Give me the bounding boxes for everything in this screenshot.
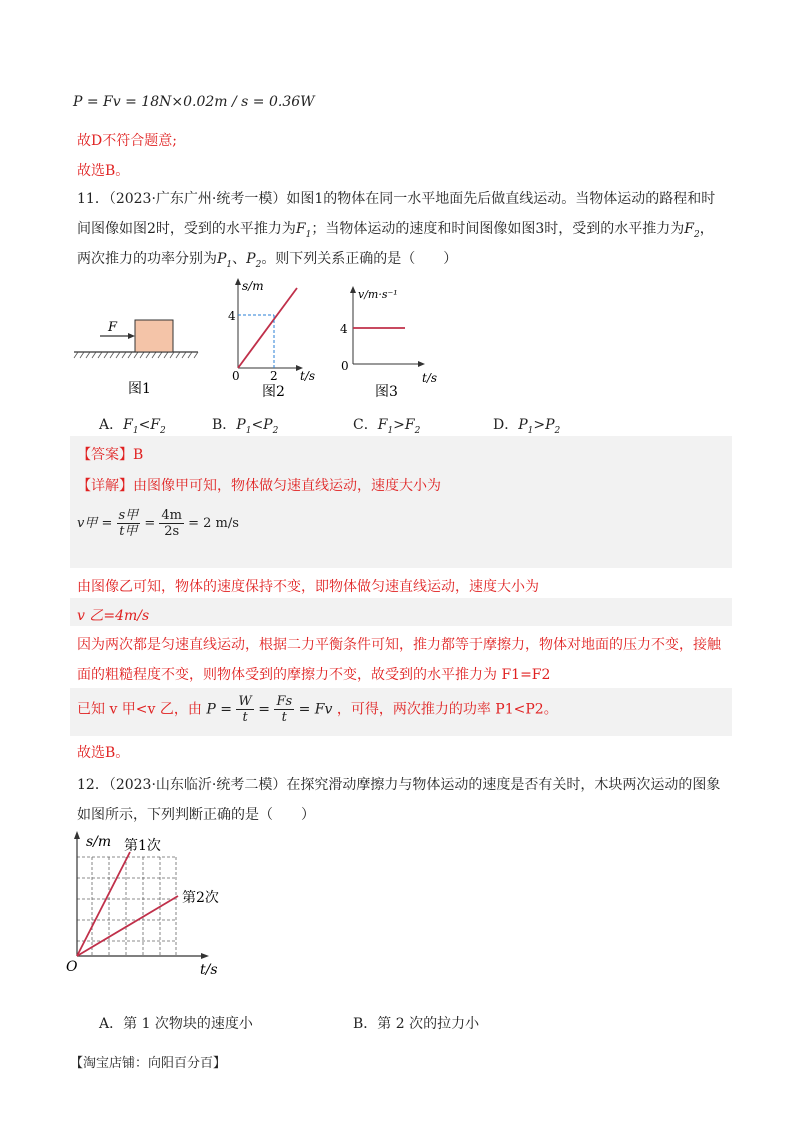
formula2-num2: Fs bbox=[276, 694, 293, 709]
q12-origin: O bbox=[66, 959, 78, 975]
q11-line2 bbox=[77, 218, 714, 240]
fig3-origin: 0 bbox=[341, 359, 349, 373]
q11-option-b[interactable] bbox=[212, 414, 278, 436]
s-t-line bbox=[238, 288, 297, 368]
q12-line1 bbox=[77, 774, 720, 794]
force-label: F bbox=[108, 320, 118, 335]
formula2-den1: t bbox=[242, 710, 248, 725]
block-shape bbox=[135, 320, 173, 352]
q11-option-c[interactable] bbox=[353, 414, 420, 436]
detail-line7: 故选B。 bbox=[77, 745, 130, 761]
q11-line3-a: 两次推力的功率分别为 bbox=[77, 251, 217, 267]
velocity-formula-1 bbox=[77, 508, 239, 539]
detail-line6 bbox=[77, 694, 558, 725]
fig2-x-label: t/s bbox=[300, 369, 316, 383]
q12-option-b[interactable] bbox=[353, 1013, 479, 1033]
formula1-frac1 bbox=[117, 508, 141, 539]
answer-value: B bbox=[133, 447, 144, 463]
option-c-text: $F_1>F_2$ bbox=[377, 417, 421, 436]
q11-line2-a: 间图像如图2时，受到的水平推力为 bbox=[77, 221, 296, 237]
q12-line1-text: 在探究滑动摩擦力与物体运动的速度是否有关时，木块两次运动的图象 bbox=[286, 777, 721, 793]
q11-line3: 两次推力的功率分别为$P_1$、$P_2$。则下列关系正确的是（ ） bbox=[77, 251, 458, 270]
option-d-text: $P_1>P_2$ bbox=[518, 417, 561, 436]
f1-symbol: $F_1$ bbox=[295, 221, 312, 240]
q12-line2: 如图所示，下列判断正确的是（ ） bbox=[77, 807, 315, 823]
q11-line2-b: ；当物体运动的速度和时间图像如图3时，受到的水平推力为 bbox=[311, 221, 685, 237]
figure-1-caption: 图1 bbox=[128, 381, 151, 397]
p1-symbol: $P_1$ bbox=[217, 251, 233, 270]
q11-source: （2023·广东广州·统考一模） bbox=[108, 191, 287, 207]
detail-line2: 由图像乙可知，物体的速度保持不变，即物体做匀速直线运动，速度大小为 bbox=[77, 579, 539, 595]
formula1-num1: s甲 bbox=[118, 508, 139, 523]
q12-y-label: s/m bbox=[86, 834, 112, 850]
figure-1-block-on-ground bbox=[74, 320, 198, 397]
f2-symbol: $F_2$ bbox=[684, 221, 700, 240]
fig2-y-tick: 4 bbox=[228, 309, 236, 323]
power-formula: P = Fv = 18N×0.02m / s = 0.36W bbox=[73, 94, 315, 110]
figure-3-caption: 图3 bbox=[375, 384, 398, 400]
fig3-x-label: t/s bbox=[422, 371, 438, 385]
formula1-eq: = bbox=[144, 516, 156, 531]
q12-option-a-text: 第 1 次物块的速度小 bbox=[123, 1016, 253, 1032]
formula2-frac1 bbox=[236, 694, 253, 725]
q12-number: 12． bbox=[77, 777, 109, 793]
q11-number: 11． bbox=[77, 191, 109, 207]
formula1-den2: 2s bbox=[164, 524, 180, 539]
detail-line1 bbox=[77, 475, 441, 495]
fig2-origin: 0 bbox=[232, 369, 240, 383]
q12-option-a-letter: A． bbox=[99, 1016, 124, 1032]
option-c-letter: C． bbox=[353, 417, 378, 433]
formula1-frac2 bbox=[159, 508, 184, 539]
option-b-text: $P_1<P_2$ bbox=[236, 417, 279, 436]
figure-2-caption: 图2 bbox=[262, 384, 285, 400]
formula1-num2: 4m bbox=[161, 508, 182, 523]
series-2-label: 第2次 bbox=[182, 890, 219, 906]
q11-option-a[interactable] bbox=[99, 414, 166, 436]
detail-line6-a: 已知 v 甲<v 乙，由 bbox=[77, 701, 202, 718]
footer-shop: 【淘宝店铺：向阳百分百】 bbox=[70, 1056, 227, 1071]
q12-option-a[interactable] bbox=[99, 1013, 253, 1033]
q12-source: （2023·山东临沂·统考二模） bbox=[108, 777, 287, 793]
choose-b-first: 故选B。 bbox=[77, 163, 130, 179]
conclusion-d: 故D不符合题意; bbox=[77, 133, 177, 149]
formula2-frac2 bbox=[274, 694, 294, 725]
option-a-letter: A． bbox=[99, 417, 124, 433]
series-1-label: 第1次 bbox=[124, 838, 161, 854]
fig3-y-tick: 4 bbox=[340, 322, 348, 336]
figure-3-v-t-graph bbox=[340, 286, 437, 400]
figure-2-s-t-graph bbox=[228, 278, 315, 400]
option-a-text: $F_1<F_2$ bbox=[123, 417, 166, 436]
detail-line1-text: 由图像甲可知，物体做匀速直线运动，速度大小为 bbox=[133, 478, 441, 494]
q12-x-label: t/s bbox=[200, 962, 218, 978]
formula1-lhs: v甲 = bbox=[77, 516, 113, 531]
detail-tag: 【详解】 bbox=[77, 478, 133, 494]
answer-line bbox=[77, 444, 143, 464]
formula2-num1: W bbox=[238, 694, 252, 709]
p2-symbol: $P_2$ bbox=[246, 251, 262, 270]
formula2-den2: t bbox=[281, 710, 287, 725]
option-d-letter: D． bbox=[493, 417, 519, 433]
detail-line6-b: ，可得，两次推力的功率 P1<P2。 bbox=[336, 701, 558, 718]
q11-line2-end: ， bbox=[699, 221, 714, 237]
answer-tag: 【答案】 bbox=[77, 447, 133, 463]
q11-line1-text: 如图1的物体在同一水平地面先后做直线运动。当物体运动的路程和时 bbox=[286, 191, 716, 207]
formula1-result: = 2 m/s bbox=[188, 516, 239, 531]
q11-line1 bbox=[77, 188, 715, 208]
detail-line4: 因为两次都是匀速直线运动，根据二力平衡条件可知，推力都等于摩擦力，物体对地面的压力不变，接触 bbox=[77, 637, 721, 653]
detail-line3-bar bbox=[70, 598, 732, 626]
q11-figures bbox=[70, 278, 470, 403]
formula2-eq: = bbox=[258, 701, 270, 718]
q12-graph bbox=[66, 828, 246, 978]
detail-line5: 面的粗糙程度不变，则物体受到的摩擦力不变，故受到的水平推力为 F1=F2 bbox=[77, 667, 551, 683]
formula2-result: = Fv bbox=[298, 701, 333, 718]
answer-bar bbox=[70, 436, 732, 468]
detail-line3: v 乙=4m/s bbox=[77, 608, 150, 624]
formula2-lhs: P = bbox=[206, 701, 232, 718]
q11-line3-b: 。则下列关系正确的是（ ） bbox=[261, 251, 458, 267]
formula1-den1: t甲 bbox=[119, 524, 138, 539]
fig3-y-label: v/m·s⁻¹ bbox=[358, 288, 398, 301]
q11-option-d[interactable] bbox=[493, 414, 560, 436]
q12-option-b-letter: B． bbox=[353, 1016, 378, 1032]
fig2-y-label: s/m bbox=[242, 279, 264, 293]
q12-option-b-text: 第 2 次的拉力小 bbox=[377, 1016, 480, 1032]
option-b-letter: B． bbox=[212, 417, 237, 433]
fig2-x-tick: 2 bbox=[270, 369, 278, 383]
